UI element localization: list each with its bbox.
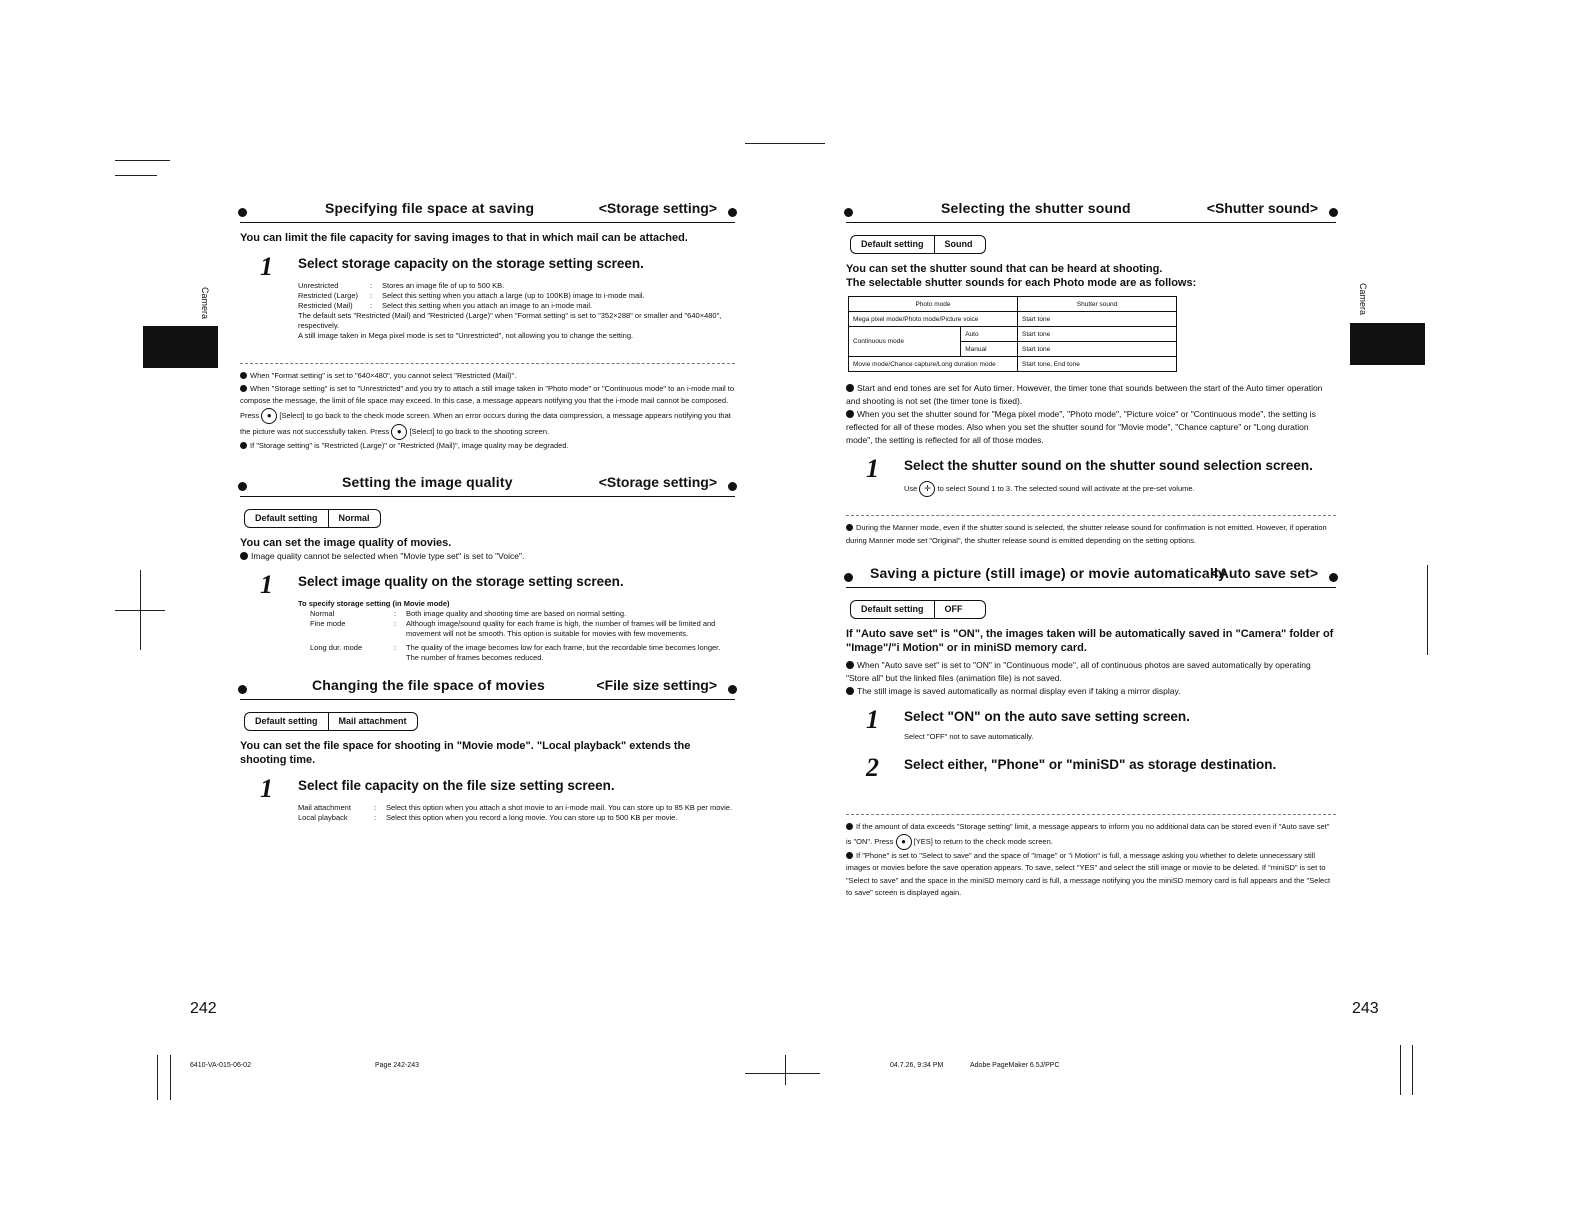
- page-number: 243: [1352, 1000, 1379, 1017]
- step-number: 1: [260, 774, 273, 803]
- option-row: Normal : Both image quality and shooting time are based on normal setting.: [310, 609, 627, 618]
- bullet-icon: [728, 208, 737, 217]
- footer-text: Page 242-243: [375, 1062, 419, 1069]
- option-row: Mail attachment : Select this option when you attach a shot movie to an i-mode mail. You can store up to 85 KB per movie.: [298, 803, 733, 812]
- intro-text: The selectable shutter sounds for each Photo mode are as follows:: [846, 277, 1197, 289]
- step-title: Select the shutter sound on the shutter sound selection screen.: [904, 458, 1313, 473]
- step-number: 1: [260, 570, 273, 599]
- notes-block: [240, 363, 735, 452]
- notes-block: [846, 515, 1336, 547]
- table-row: Manual Start tone: [849, 342, 1177, 357]
- bullet-icon: [238, 482, 247, 491]
- body-text: The default sets "Restricted (Mail) and "Restricted (Large)" when "Format setting" is set to "352×288" or smaller and "640×480", respectively.: [298, 311, 722, 330]
- step-number: 2: [866, 753, 879, 782]
- note-item: When "Format setting" is set to "640×480", you cannot select "Restricted (Mail)".: [240, 370, 735, 383]
- option-row: Fine mode : Although image/sound quality for each frame is high, the number of frames will be limited and movement will not be smooth. This option is suitable for movies with few movements.: [310, 619, 716, 638]
- crop-mark: [115, 175, 157, 176]
- right-page: [846, 200, 1336, 900]
- body-text: A still image taken in Mega pixel mode is set to "Unrestricted", not allowing you to change the setting.: [298, 331, 634, 340]
- footer-text: Adobe PageMaker 6.5J/PPC: [970, 1062, 1060, 1069]
- section-header: [240, 200, 735, 223]
- step-title: Select "ON" on the auto save setting screen.: [904, 709, 1190, 724]
- sub-heading: To specify storage setting (in Movie mode): [298, 599, 450, 608]
- step-number: 1: [260, 252, 273, 281]
- bullet-text: The still image is saved automatically as normal display even if taking a mirror display.: [846, 685, 1336, 698]
- crop-mark: [1427, 565, 1428, 655]
- intro-text: You can set the file space for shooting in "Movie mode". "Local playback" extends the shooting time.: [240, 740, 691, 766]
- section-title: Specifying file space at saving: [325, 200, 535, 216]
- section-tag: <Shutter sound>: [1206, 200, 1318, 216]
- chapter-label: Camera: [1358, 283, 1368, 316]
- step: [240, 774, 735, 823]
- step: [240, 570, 735, 663]
- step-number: 1: [866, 454, 879, 483]
- note-item: If "Phone" is set to "Select to save" and the space of "Image" or "i Motion" is full, a message asking you whether to delete unnecessary still images or movies before the save operation appears. To save, select "YES" and select the still image or movie to be deleted. If "miniSD" is set to "Select to save" and the space in the miniSD memory card is full, a message notifying you the miniSD memory card is full appears and the "Select to save" screen is displayed again.: [846, 850, 1331, 897]
- section-title: Saving a picture (still image) or movie automatically: [870, 565, 1227, 581]
- table-row: Movie mode/Chance capture/Long duration mode Start tone, End tone: [849, 357, 1177, 372]
- default-setting-box: Default setting Sound: [850, 235, 986, 254]
- section-tag: <Storage setting>: [598, 200, 717, 216]
- notes-block: [846, 814, 1336, 900]
- crop-mark: [157, 1055, 158, 1100]
- default-setting-box: Default setting Normal: [244, 509, 381, 528]
- chapter-label: Camera: [200, 287, 210, 320]
- section-header: [846, 200, 1336, 223]
- bullet-icon: [844, 573, 853, 582]
- crop-mark: [170, 1055, 171, 1100]
- bullet-icon: [238, 685, 247, 694]
- crop-mark: [1412, 1045, 1413, 1095]
- step: [240, 252, 735, 341]
- section-tag: <Storage setting>: [598, 474, 717, 490]
- footer-text: 6410-VA-015-06-02: [190, 1062, 251, 1069]
- nav-key-icon: ✛: [919, 481, 935, 497]
- chapter-tab: [143, 326, 218, 368]
- bullet-icon: [844, 208, 853, 217]
- footer-text: 04.7.26, 9:34 PM: [890, 1062, 944, 1069]
- crop-mark: [745, 143, 825, 144]
- bullet-icon: [728, 482, 737, 491]
- step-title: Select storage capacity on the storage setting screen.: [298, 256, 644, 271]
- section-header: [240, 677, 735, 700]
- intro-text: You can limit the file capacity for saving images to that in which mail can be attached.: [240, 232, 688, 244]
- default-setting-box: Default setting Mail attachment: [244, 712, 418, 731]
- option-row: Restricted (Mail) : Select this setting when you attach an image to an i-mode mail.: [298, 301, 593, 310]
- bullet-text: Start and end tones are set for Auto timer. However, the timer tone that sounds between the start of the Auto timer operation and shooting is not set (the timer tone is fixed).: [846, 383, 1323, 406]
- option-row: Unrestricted : Stores an image file of up to 500 KB.: [298, 281, 505, 290]
- bullet-text: Image quality cannot be selected when "Movie type set" is set to "Voice".: [240, 550, 735, 563]
- table-row: Continuous mode Auto Start tone: [849, 327, 1177, 342]
- step: [846, 454, 1336, 497]
- section-header: [240, 474, 735, 497]
- step-sub-text: Select "OFF" not to save automatically.: [904, 732, 1034, 741]
- bullet-icon: [238, 208, 247, 217]
- page-number: 242: [190, 1000, 217, 1017]
- crop-mark: [115, 160, 170, 161]
- table-header-row: Photo mode Shutter sound: [849, 297, 1177, 312]
- step-sub-text: Use ✛ to select Sound 1 to 3. The selected sound will activate at the pre-set volume.: [904, 481, 1336, 497]
- bullet-text: When "Auto save set" is set to "ON" in "Continuous mode", all of continuous photos are saved automatically by operating "Store all" but the linked files (animation file) is not saved.: [846, 660, 1311, 683]
- select-key-icon: ●: [896, 834, 912, 850]
- table-row: Mega pixel mode/Photo mode/Picture voice Start tone: [849, 312, 1177, 327]
- note-item: During the Manner mode, even if the shutter sound is selected, the shutter release sound for confirmation is not emitted. However, if operation during Manner mode set "Original", the shutter release sound is emitted depending on the setting options.: [846, 523, 1327, 545]
- note-item: If the amount of data exceeds "Storage setting" limit, a message appears to inform you no additional data can be stored even if "Auto save set" is "ON". Press ● [YES] to return to the check mode screen.: [846, 821, 1336, 850]
- left-page: [240, 200, 735, 829]
- bullet-icon: [1329, 573, 1338, 582]
- bullet-icon: [728, 685, 737, 694]
- step-title: Select file capacity on the file size setting screen.: [298, 778, 615, 793]
- bullet-icon: [1329, 208, 1338, 217]
- note-item: When "Storage setting" is set to "Unrestricted" and you try to attach a still image taken in "Photo mode" or "Continuous mode" to an i-mode mail to compose the message, the limit of file space may exceed. In this case, a message appears notifying you that the i-mode mail cannot be composed. Press ● [Select] to go back to the check mode screen. When an error occurs during the data compression, a message appears notifying you that the picture was not successfully taken. Press ● [Select] to go back to the shooting screen.: [240, 383, 735, 440]
- shutter-table: [848, 296, 1177, 372]
- section-title: Selecting the shutter sound: [941, 200, 1131, 216]
- intro-text: If "Auto save set" is "ON", the images taken will be automatically saved in "Camera" folder of "Image"/"i Motion" or in miniSD memory card.: [846, 628, 1334, 654]
- step: [846, 753, 1336, 782]
- section-title: Changing the file space of movies: [312, 677, 545, 693]
- select-key-icon: ●: [261, 408, 277, 424]
- section-tag: <Auto save set>: [1210, 565, 1318, 581]
- default-setting-box: Default setting OFF: [850, 600, 986, 619]
- select-key-icon: ●: [391, 424, 407, 440]
- step-title: Select either, "Phone" or "miniSD" as storage destination.: [904, 757, 1277, 772]
- crop-mark: [115, 610, 165, 611]
- step: [846, 705, 1336, 742]
- crop-mark: [745, 1073, 820, 1074]
- option-row: Long dur. mode : The quality of the image becomes low for each frame, but the recordable time becomes longer. The number of frames becomes reduced.: [310, 643, 721, 662]
- section-header: [846, 565, 1336, 588]
- step-title: Select image quality on the storage setting screen.: [298, 574, 624, 589]
- step-number: 1: [866, 705, 879, 734]
- chapter-tab: [1350, 323, 1425, 365]
- bullet-text: When you set the shutter sound for "Mega pixel mode", "Photo mode", "Picture voice" or "Continuous mode", the setting is reflected for all of these modes. Also when you set the shutter sound for "Movie mode", "Chance capture" or "Long duration mode", the setting is reflected for all of those modes.: [846, 409, 1316, 445]
- intro-text: You can set the image quality of movies.: [240, 537, 452, 549]
- option-row: Local playback : Select this option when you record a long movie. You can store up to 500 KB per movie.: [298, 813, 678, 822]
- note-item: If "Storage setting" is "Restricted (Large)" or "Restricted (Mail)", image quality may be degraded.: [240, 440, 735, 453]
- crop-mark: [1400, 1045, 1401, 1095]
- option-row: Restricted (Large) : Select this setting when you attach a large (up to 100KB) image to i-mode mail.: [298, 291, 645, 300]
- section-title: Setting the image quality: [342, 474, 513, 490]
- crop-mark: [785, 1055, 786, 1085]
- section-tag: <File size setting>: [596, 677, 717, 693]
- intro-text: You can set the shutter sound that can be heard at shooting.: [846, 263, 1163, 275]
